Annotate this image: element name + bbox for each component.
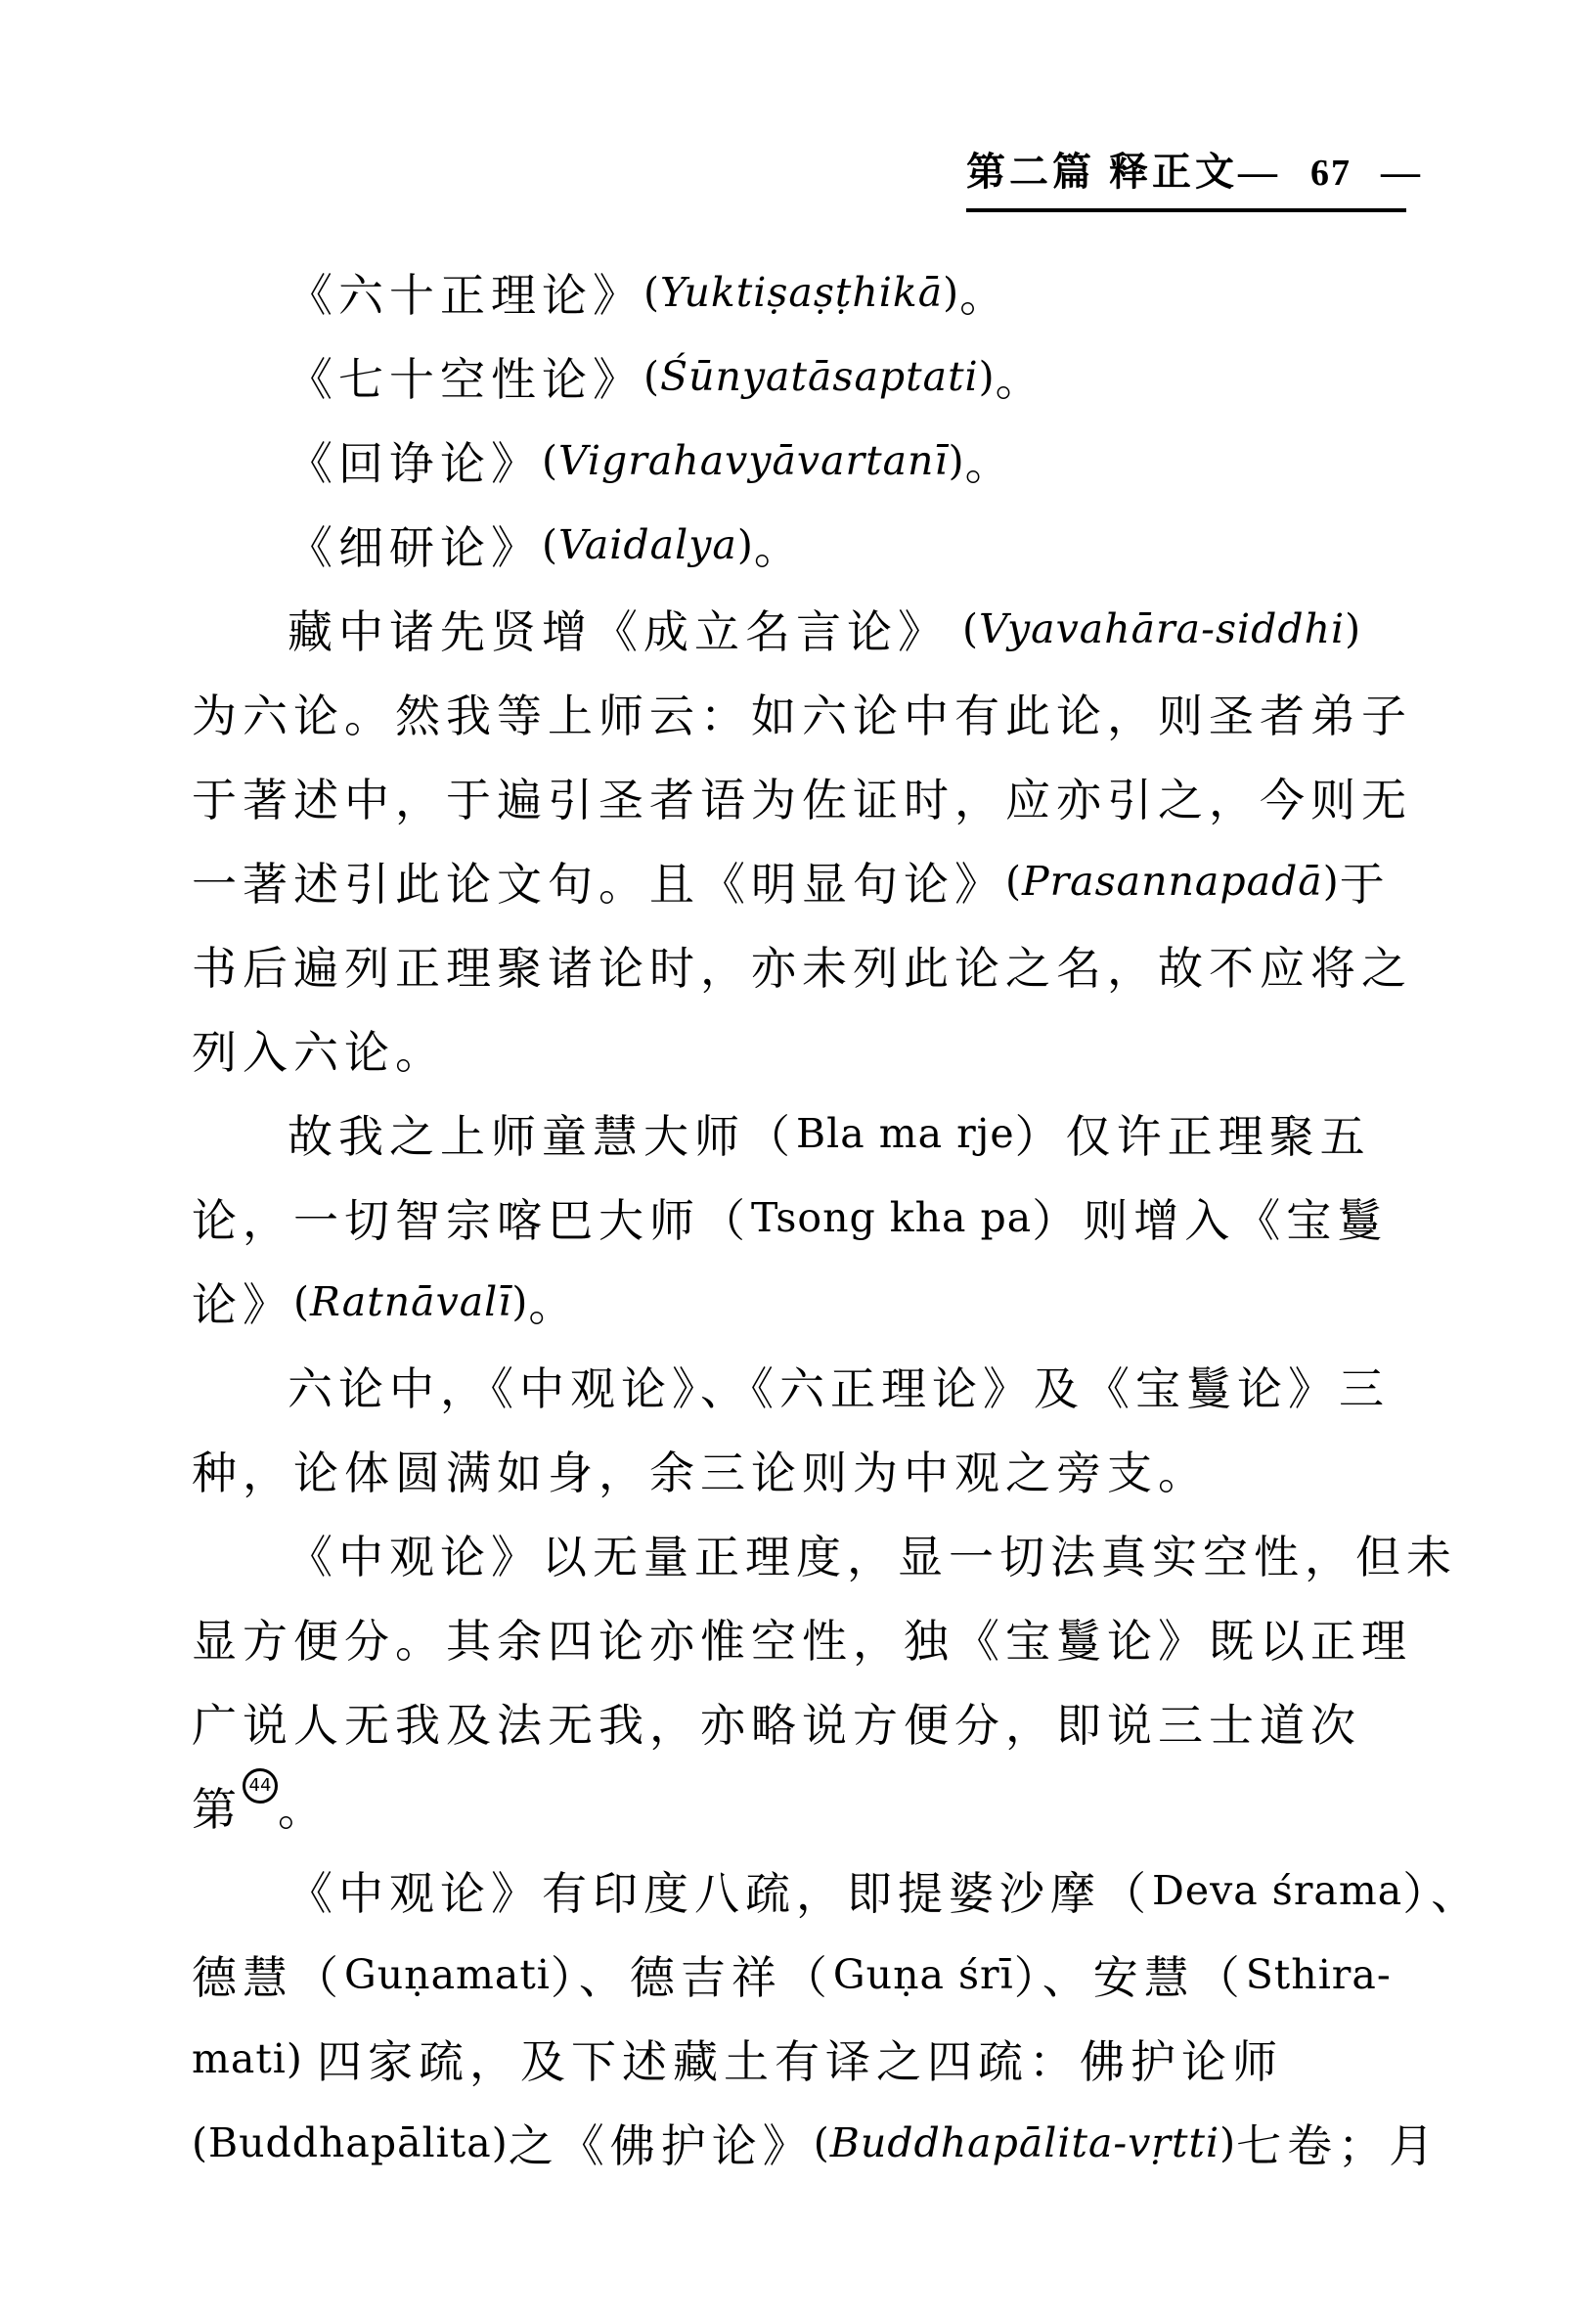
text-segment: 。: [753, 523, 805, 573]
text-segment: 。: [959, 271, 1011, 321]
text-line: [192, 250, 1414, 334]
text-segment: 论，一切智宗喀巴大师（: [192, 1196, 751, 1246]
text-segment: ）则增入《宝鬘: [1032, 1196, 1389, 1246]
text-line: [192, 2101, 1441, 2185]
text-segment: Guṇa śrī: [832, 1951, 1014, 1998]
text-segment: 论》: [192, 1280, 293, 1330]
text-segment: Bla ma rje: [796, 1110, 1015, 1157]
text-line: [192, 1007, 1414, 1092]
text-segment: (: [293, 1278, 310, 1325]
text-segment: ）、安慧（: [1013, 1953, 1246, 2003]
text-segment: 。: [964, 439, 1016, 489]
text-line: [192, 1344, 1414, 1428]
section-title: 第二篇 释正文: [966, 150, 1238, 194]
text-segment: 故我之上师童慧大师（: [288, 1112, 796, 1162]
page-number-group: [1238, 149, 1424, 195]
text-segment: 《中观论》以无量正理度，显一切法真实空性，但未: [288, 1533, 1457, 1582]
text-segment: Buddhapālita-vṛtti: [829, 2119, 1220, 2166]
text-segment: 种，论体圆满如身，余三论则为中观之旁支。: [192, 1448, 1209, 1498]
text-segment: Prasannapadā: [1022, 858, 1323, 905]
text-segment: 列入六论。: [192, 1028, 446, 1078]
header-dash-left: —: [1238, 150, 1281, 194]
text-segment: 《回诤论》: [288, 439, 542, 489]
text-segment: 六论中，《中观论》、《六正理论》及《宝鬘论》三: [288, 1364, 1390, 1414]
text-line: [192, 1596, 1414, 1680]
text-line: [192, 1680, 1414, 1764]
text-segment: 一著述引此论文句。且《明显句论》: [192, 860, 1005, 910]
text-line: [192, 1092, 1414, 1176]
text-segment: ): [948, 437, 965, 484]
text-segment: 藏中诸先贤增《成立名言论》: [288, 607, 949, 657]
text-segment: 《中观论》有印度八疏，即提婆沙摩（: [288, 1869, 1152, 1919]
text-segment: ）、: [1402, 1869, 1483, 1919]
text-segment: 七卷；月: [1236, 2121, 1441, 2171]
text-segment: 广说人无我及法无我，亦略说方便分，即说三士道次: [192, 1701, 1361, 1751]
text-segment: ): [736, 521, 754, 568]
text-segment: (: [643, 269, 660, 316]
text-segment: 之《佛护论》: [508, 2121, 814, 2171]
text-segment: ): [943, 269, 960, 316]
text-line: [192, 1764, 1414, 1849]
text-line: [192, 671, 1414, 755]
text-segment: ）、德吉祥（: [550, 1953, 833, 2003]
text-line: [192, 503, 1414, 587]
text-segment: (: [542, 521, 558, 568]
text-line: [192, 923, 1414, 1007]
text-segment: 《七十空性论》: [288, 355, 643, 405]
text-line: [192, 587, 1414, 671]
text-segment: 。: [278, 1785, 329, 1835]
text-segment: (: [643, 353, 660, 400]
text-segment: Tsong kha pa: [751, 1194, 1033, 1241]
text-segment: 于著述中，于遍引圣者语为佐证时，应亦引之，今则无: [192, 776, 1412, 825]
text-line: [192, 839, 1414, 923]
page-number: 67: [1310, 153, 1352, 194]
text-segment: 《六十正理论》: [288, 271, 643, 321]
text-segment: 。: [995, 355, 1046, 405]
text-line: [192, 1260, 1414, 1344]
header-dash-right: —: [1381, 150, 1424, 194]
text-segment: Ratnāvalī: [310, 1278, 512, 1325]
text-segment: ): [1345, 605, 1362, 652]
text-segment: ): [1219, 2119, 1237, 2166]
text-line: [192, 755, 1414, 839]
text-segment: Vyavahāra-siddhi: [979, 605, 1346, 652]
text-segment: 四家疏，及下述藏土有译之四疏：佛护论师: [316, 2037, 1283, 2087]
text-line: [192, 1176, 1414, 1260]
text-segment: 《细研论》: [288, 523, 542, 573]
text-segment: Śūnyatāsaptati: [660, 353, 979, 400]
text-segment: 。: [528, 1280, 580, 1330]
text-segment: ）仅许正理聚五: [1014, 1112, 1371, 1162]
text-segment: (: [542, 437, 558, 484]
text-segment: (: [949, 605, 980, 652]
text-segment: ): [1322, 858, 1340, 905]
footnote-ref: 44: [243, 1768, 278, 1804]
text-segment: Sthira-: [1245, 1951, 1392, 1998]
text-line: [192, 1933, 1414, 2017]
text-line: [192, 1428, 1414, 1512]
text-segment: 于: [1339, 860, 1391, 910]
text-segment: 德慧（: [192, 1953, 344, 2003]
running-head: [966, 141, 1424, 212]
text-segment: 显方便分。其余四论亦惟空性，独《宝鬘论》既以正理: [192, 1617, 1412, 1667]
text-segment: Deva śrama: [1152, 1867, 1403, 1914]
text-line: [192, 1849, 1483, 1933]
text-segment: (: [813, 2119, 830, 2166]
text-segment: Guṇamati: [344, 1951, 551, 1998]
text-line: [192, 2017, 1414, 2101]
text-segment: (Buddhapālita): [192, 2119, 509, 2166]
text-segment: ): [978, 353, 996, 400]
text-segment: 书后遍列正理聚诸论时，亦未列此论之名，故不应将之: [192, 944, 1412, 994]
text-segment: (: [1005, 858, 1022, 905]
page-body: [192, 250, 1483, 2185]
text-segment: Vaidalya: [558, 521, 737, 568]
text-segment: mati): [192, 2035, 317, 2082]
text-segment: Vigrahavyāvartanī: [558, 437, 949, 484]
text-line: [192, 419, 1414, 503]
text-segment: ): [511, 1278, 529, 1325]
text-segment: 为六论。然我等上师云：如六论中有此论，则圣者弟子: [192, 691, 1412, 741]
text-line: [192, 334, 1414, 419]
text-segment: Yuktiṣaṣṭhikā: [660, 269, 944, 316]
text-line: [192, 1512, 1457, 1596]
text-segment: 第: [192, 1785, 243, 1835]
